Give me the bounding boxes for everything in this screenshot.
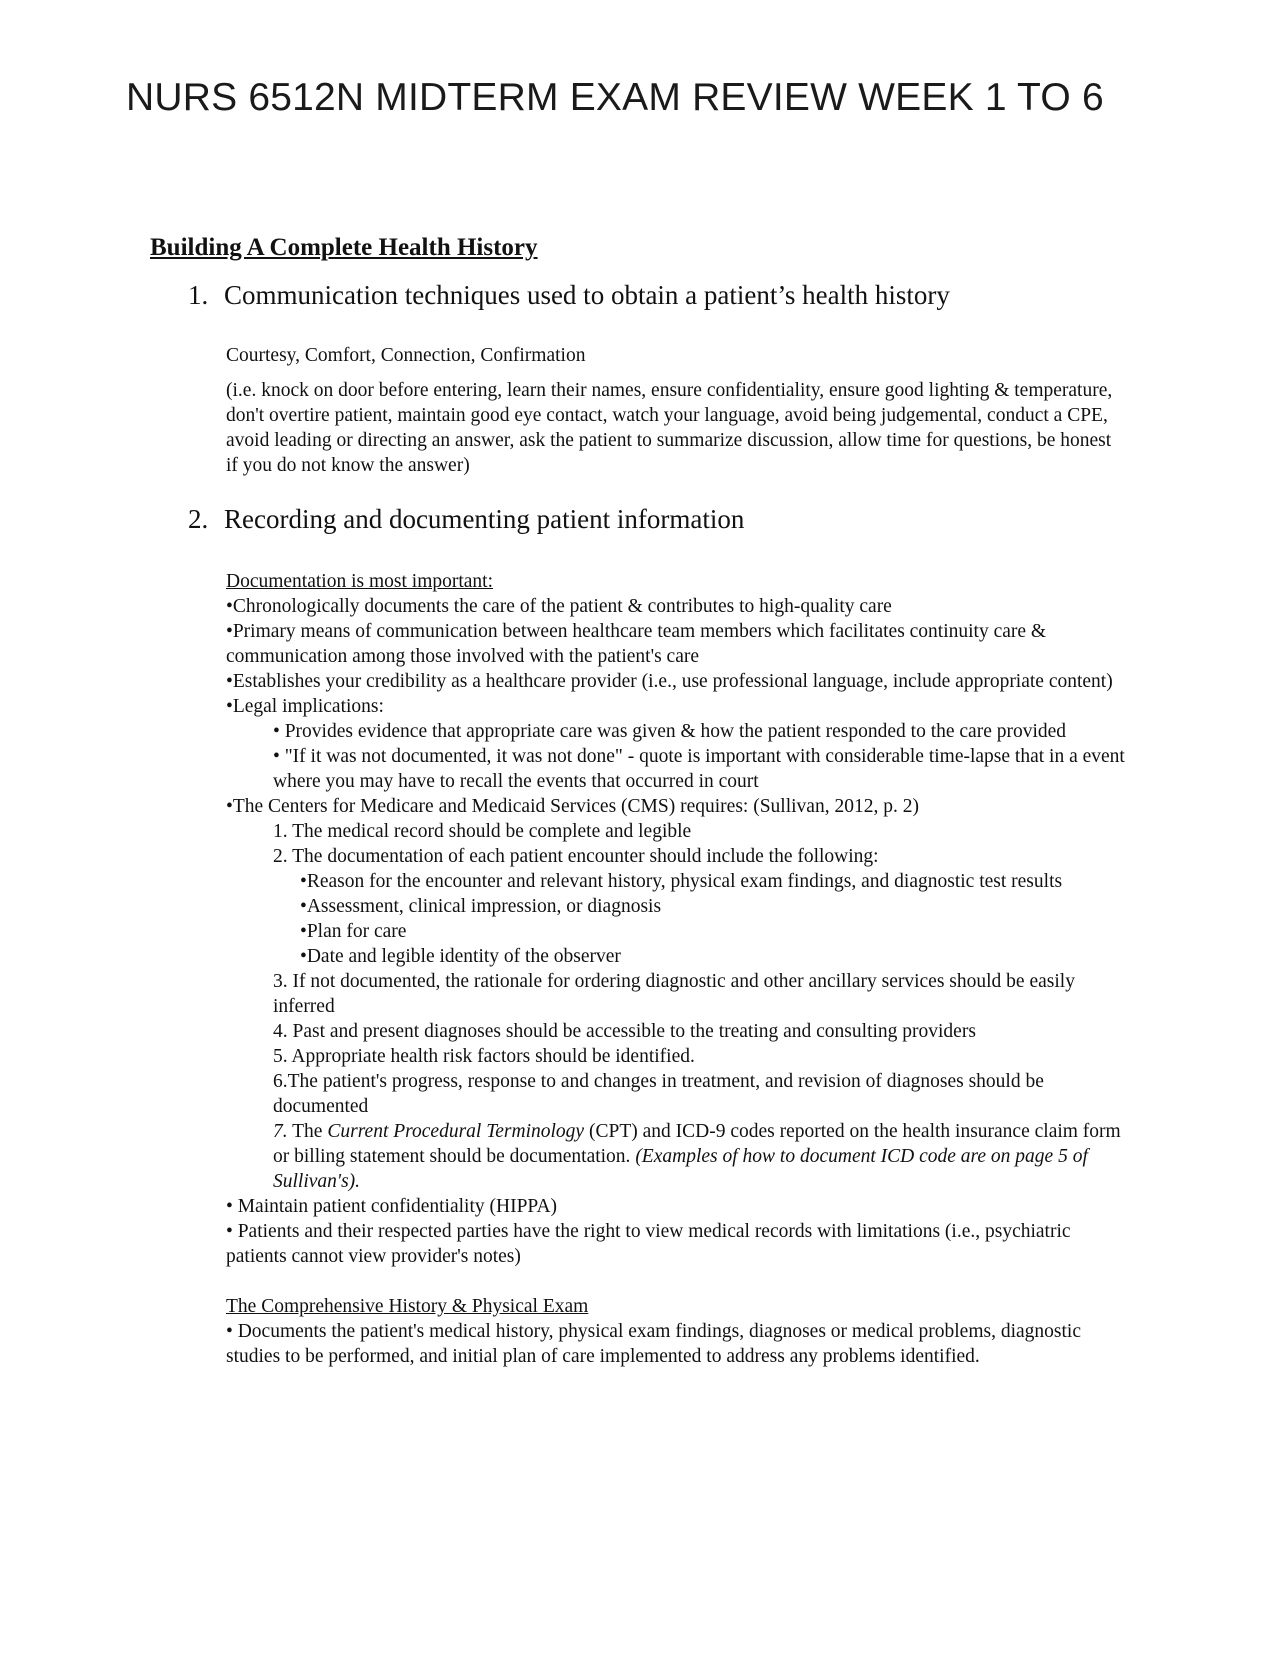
bullet-cms: •The Centers for Medicare and Medicaid Services (CMS) requires: (Sullivan, 2012, p. 2) — [226, 796, 919, 817]
item-1-detail: (i.e. knock on door before entering, learn their names, ensure confidentiality, ensure good lighting & temperature, don't overtire patient, maintain good eye contact, watch your language, avoid being judgemental, conduct a CPE, avoid leading or directing an answer, ask the patient to summarize discussion, allow time for questions, be honest if you do not know the answer) — [226, 380, 1113, 476]
bullet-credibility: •Establishes your credibility as a healthcare provider (i.e., use professional language, include appropriate content) — [226, 671, 1113, 692]
item-1-heading — [188, 280, 950, 311]
cms-item-2: 2. The documentation of each patient encounter should include the following: — [273, 846, 879, 867]
cms-item-7 — [226, 1119, 1126, 1194]
cms-item-4: 4. Past and present diagnoses should be accessible to the treating and consulting providers — [273, 1021, 976, 1042]
cms-item-3: 3. If not documented, the rationale for ordering diagnostic and other ancillary services should be easily inferred — [273, 971, 1075, 1017]
legal-quote: • "If it was not documented, it was not done" - quote is important with considerable time-lapse that in a event where you may have to recall the events that occurred in court — [273, 746, 1125, 792]
cms-item-1: 1. The medical record should be complete and legible — [273, 821, 692, 842]
cms-item-7-text: (CPT) and ICD-9 codes reported on the health insurance claim form or billing statement should be documentation. — [273, 1121, 1121, 1167]
document-title: NURS 6512N MIDTERM EXAM REVIEW WEEK 1 TO 6 — [126, 76, 1104, 119]
cms-item-2-plan: •Plan for care — [300, 921, 407, 942]
documentation-important-heading: Documentation is most important: — [226, 571, 494, 592]
cms-item-2-assessment: •Assessment, clinical impression, or diagnosis — [300, 896, 662, 917]
bullet-chronological: •Chronologically documents the care of the patient & contributes to high-quality care — [226, 596, 892, 617]
item-1-heading-text: Communication techniques used to obtain a patient’s health history — [224, 280, 950, 310]
item-1-summary: Courtesy, Comfort, Connection, Confirmation — [226, 345, 586, 366]
cms-item-6: 6.The patient's progress, response to and changes in treatment, and revision of diagnoses should be documented — [273, 1071, 1044, 1117]
item-1-number: 1. — [188, 280, 209, 310]
cms-item-7-the: The — [287, 1121, 328, 1142]
item-2-heading — [188, 504, 744, 535]
comprehensive-history-bullet: • Documents the patient's medical history, physical exam findings, diagnoses or medical problems, diagnostic studies to be performed, and initial plan of care implemented to address any problems identified. — [226, 1321, 1081, 1367]
bullet-legal: •Legal implications: — [226, 696, 384, 717]
section-heading: Building A Complete Health History — [150, 234, 538, 261]
comprehensive-history-heading: The Comprehensive History & Physical Exam — [226, 1296, 589, 1317]
bullet-confidentiality: • Maintain patient confidentiality (HIPPA) — [226, 1196, 558, 1217]
bullet-primary-means: •Primary means of communication between healthcare team members which facilitates continuity care & communication among those involved with the patient's care — [226, 621, 1047, 667]
bullet-record-rights: • Patients and their respected parties have the right to view medical records with limitations (i.e., psychiatric patients cannot view provider's notes) — [226, 1221, 1071, 1267]
cms-item-7-number: 7. — [273, 1121, 288, 1142]
cms-item-5: 5. Appropriate health risk factors should be identified. — [273, 1046, 695, 1067]
cms-item-2-date: •Date and legible identity of the observer — [300, 946, 621, 967]
item-2-number: 2. — [188, 504, 209, 534]
legal-evidence: • Provides evidence that appropriate care was given & how the patient responded to the care provided — [273, 721, 1067, 742]
cms-item-7-note: (Examples of how to document ICD code are on page 5 of Sullivan's). — [273, 1146, 1088, 1192]
item-2-body — [226, 569, 1126, 1369]
item-1-body — [226, 343, 1126, 478]
cms-item-7-cpt-name: Current Procedural Terminology — [327, 1121, 585, 1142]
item-2-heading-text: Recording and documenting patient information — [224, 504, 745, 534]
cms-item-2-reason: •Reason for the encounter and relevant history, physical exam findings, and diagnostic test results — [300, 871, 1063, 892]
